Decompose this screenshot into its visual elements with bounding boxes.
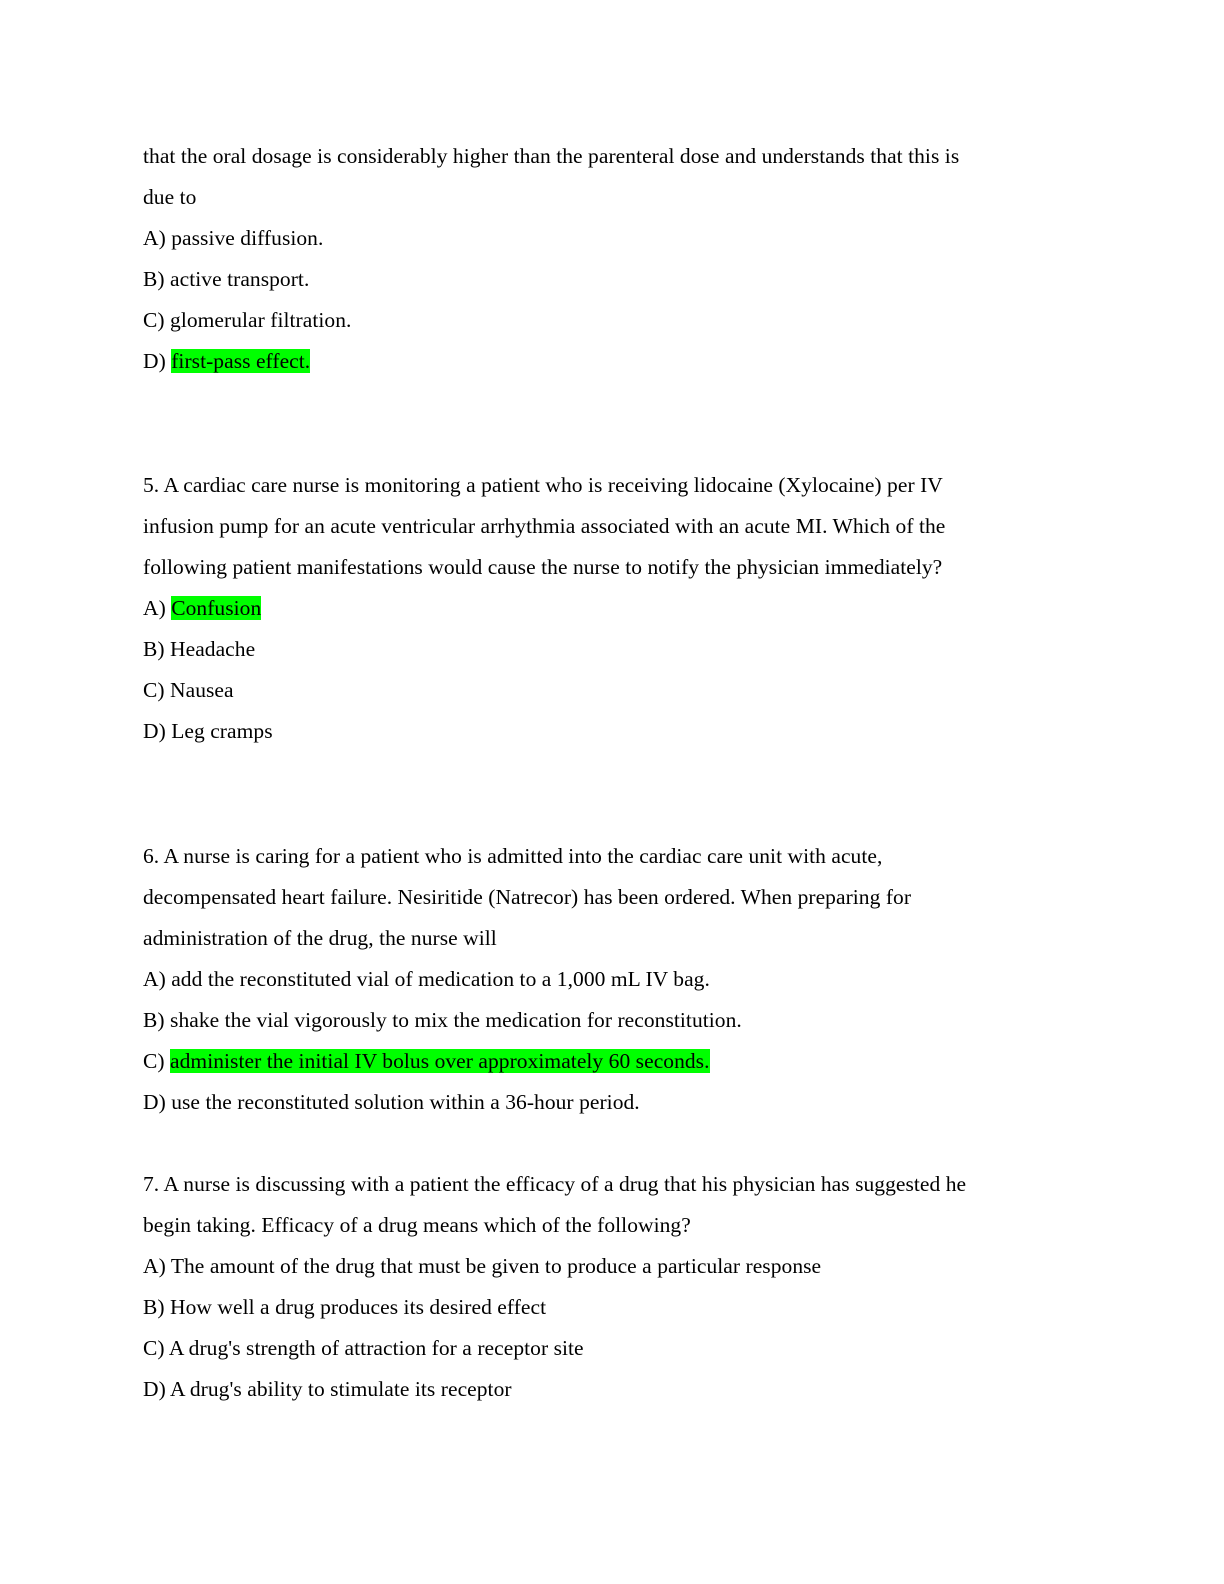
option-label: D) xyxy=(143,349,172,373)
question-stem-line: that the oral dosage is considerably higher than the parenteral dose and understands that this is xyxy=(143,144,960,168)
option-label: A) xyxy=(143,596,172,620)
answer-option-d xyxy=(143,1088,640,1116)
question-stem-line: following patient manifestations would cause the nurse to notify the physician immediately? xyxy=(143,555,943,579)
option-label: D) xyxy=(143,1090,172,1114)
answer-option-d xyxy=(143,717,273,745)
option-text: A drug's strength of attraction for a receptor site xyxy=(168,1336,584,1360)
option-text: active transport. xyxy=(170,267,310,291)
question-stem-line: infusion pump for an acute ventricular arrhythmia associated with an acute MI. Which of the xyxy=(143,514,946,538)
option-label: A) xyxy=(143,1254,171,1278)
answer-option-b xyxy=(143,635,255,663)
option-label: B) xyxy=(143,267,171,291)
answer-option-c xyxy=(143,1047,710,1075)
option-text: The amount of the drug that must be given to produce a particular response xyxy=(170,1254,822,1278)
answer-option-a xyxy=(143,1252,821,1280)
option-label: A) xyxy=(143,967,172,991)
answer-option-a xyxy=(143,224,323,252)
option-label: C) xyxy=(143,678,171,702)
option-text: Headache xyxy=(170,637,256,661)
option-text: Nausea xyxy=(170,678,234,702)
option-text: A drug's ability to stimulate its receptor xyxy=(170,1377,512,1401)
answer-option-b xyxy=(143,1006,742,1034)
option-text: shake the vial vigorously to mix the medication for reconstitution. xyxy=(170,1008,742,1032)
answer-option-c xyxy=(143,1334,584,1362)
highlighted-correct-answer: Confusion xyxy=(171,596,262,620)
answer-option-d xyxy=(143,347,310,375)
option-label: C) xyxy=(143,1049,171,1073)
answer-option-b xyxy=(143,265,309,293)
question-stem-line: 7. A nurse is discussing with a patient the efficacy of a drug that his physician has suggested he xyxy=(143,1172,967,1196)
option-text: glomerular filtration. xyxy=(170,308,352,332)
question-stem-line: begin taking. Efficacy of a drug means which of the following? xyxy=(143,1213,691,1237)
option-text: How well a drug produces its desired effect xyxy=(170,1295,547,1319)
option-text: passive diffusion. xyxy=(171,226,324,250)
option-label: C) xyxy=(143,308,171,332)
question-stem-line: due to xyxy=(143,185,197,209)
answer-option-d xyxy=(143,1375,512,1403)
option-text: add the reconstituted vial of medication to a 1,000 mL IV bag. xyxy=(171,967,710,991)
answer-option-a xyxy=(143,965,710,993)
question-stem-line: 5. A cardiac care nurse is monitoring a patient who is receiving lidocaine (Xylocaine) per IV xyxy=(143,473,943,497)
option-label: B) xyxy=(143,1008,171,1032)
answer-option-c xyxy=(143,676,234,704)
answer-option-c xyxy=(143,306,351,334)
option-label: D) xyxy=(143,1377,171,1401)
option-text: use the reconstituted solution within a 36-hour period. xyxy=(171,1090,640,1114)
option-text: Leg cramps xyxy=(171,719,273,743)
question-stem-line: decompensated heart failure. Nesiritide (Natrecor) has been ordered. When preparing for xyxy=(143,885,912,909)
option-label: D) xyxy=(143,719,172,743)
option-label: B) xyxy=(143,1295,171,1319)
answer-option-b xyxy=(143,1293,546,1321)
highlighted-correct-answer: first-pass effect. xyxy=(171,349,311,373)
option-label: B) xyxy=(143,637,171,661)
question-stem-line: administration of the drug, the nurse will xyxy=(143,926,497,950)
question-stem-line: 6. A nurse is caring for a patient who is admitted into the cardiac care unit with acute, xyxy=(143,844,883,868)
option-label: A) xyxy=(143,226,172,250)
highlighted-correct-answer: administer the initial IV bolus over approximately 60 seconds. xyxy=(170,1049,710,1073)
option-label: C) xyxy=(143,1336,169,1360)
answer-option-a xyxy=(143,594,261,622)
